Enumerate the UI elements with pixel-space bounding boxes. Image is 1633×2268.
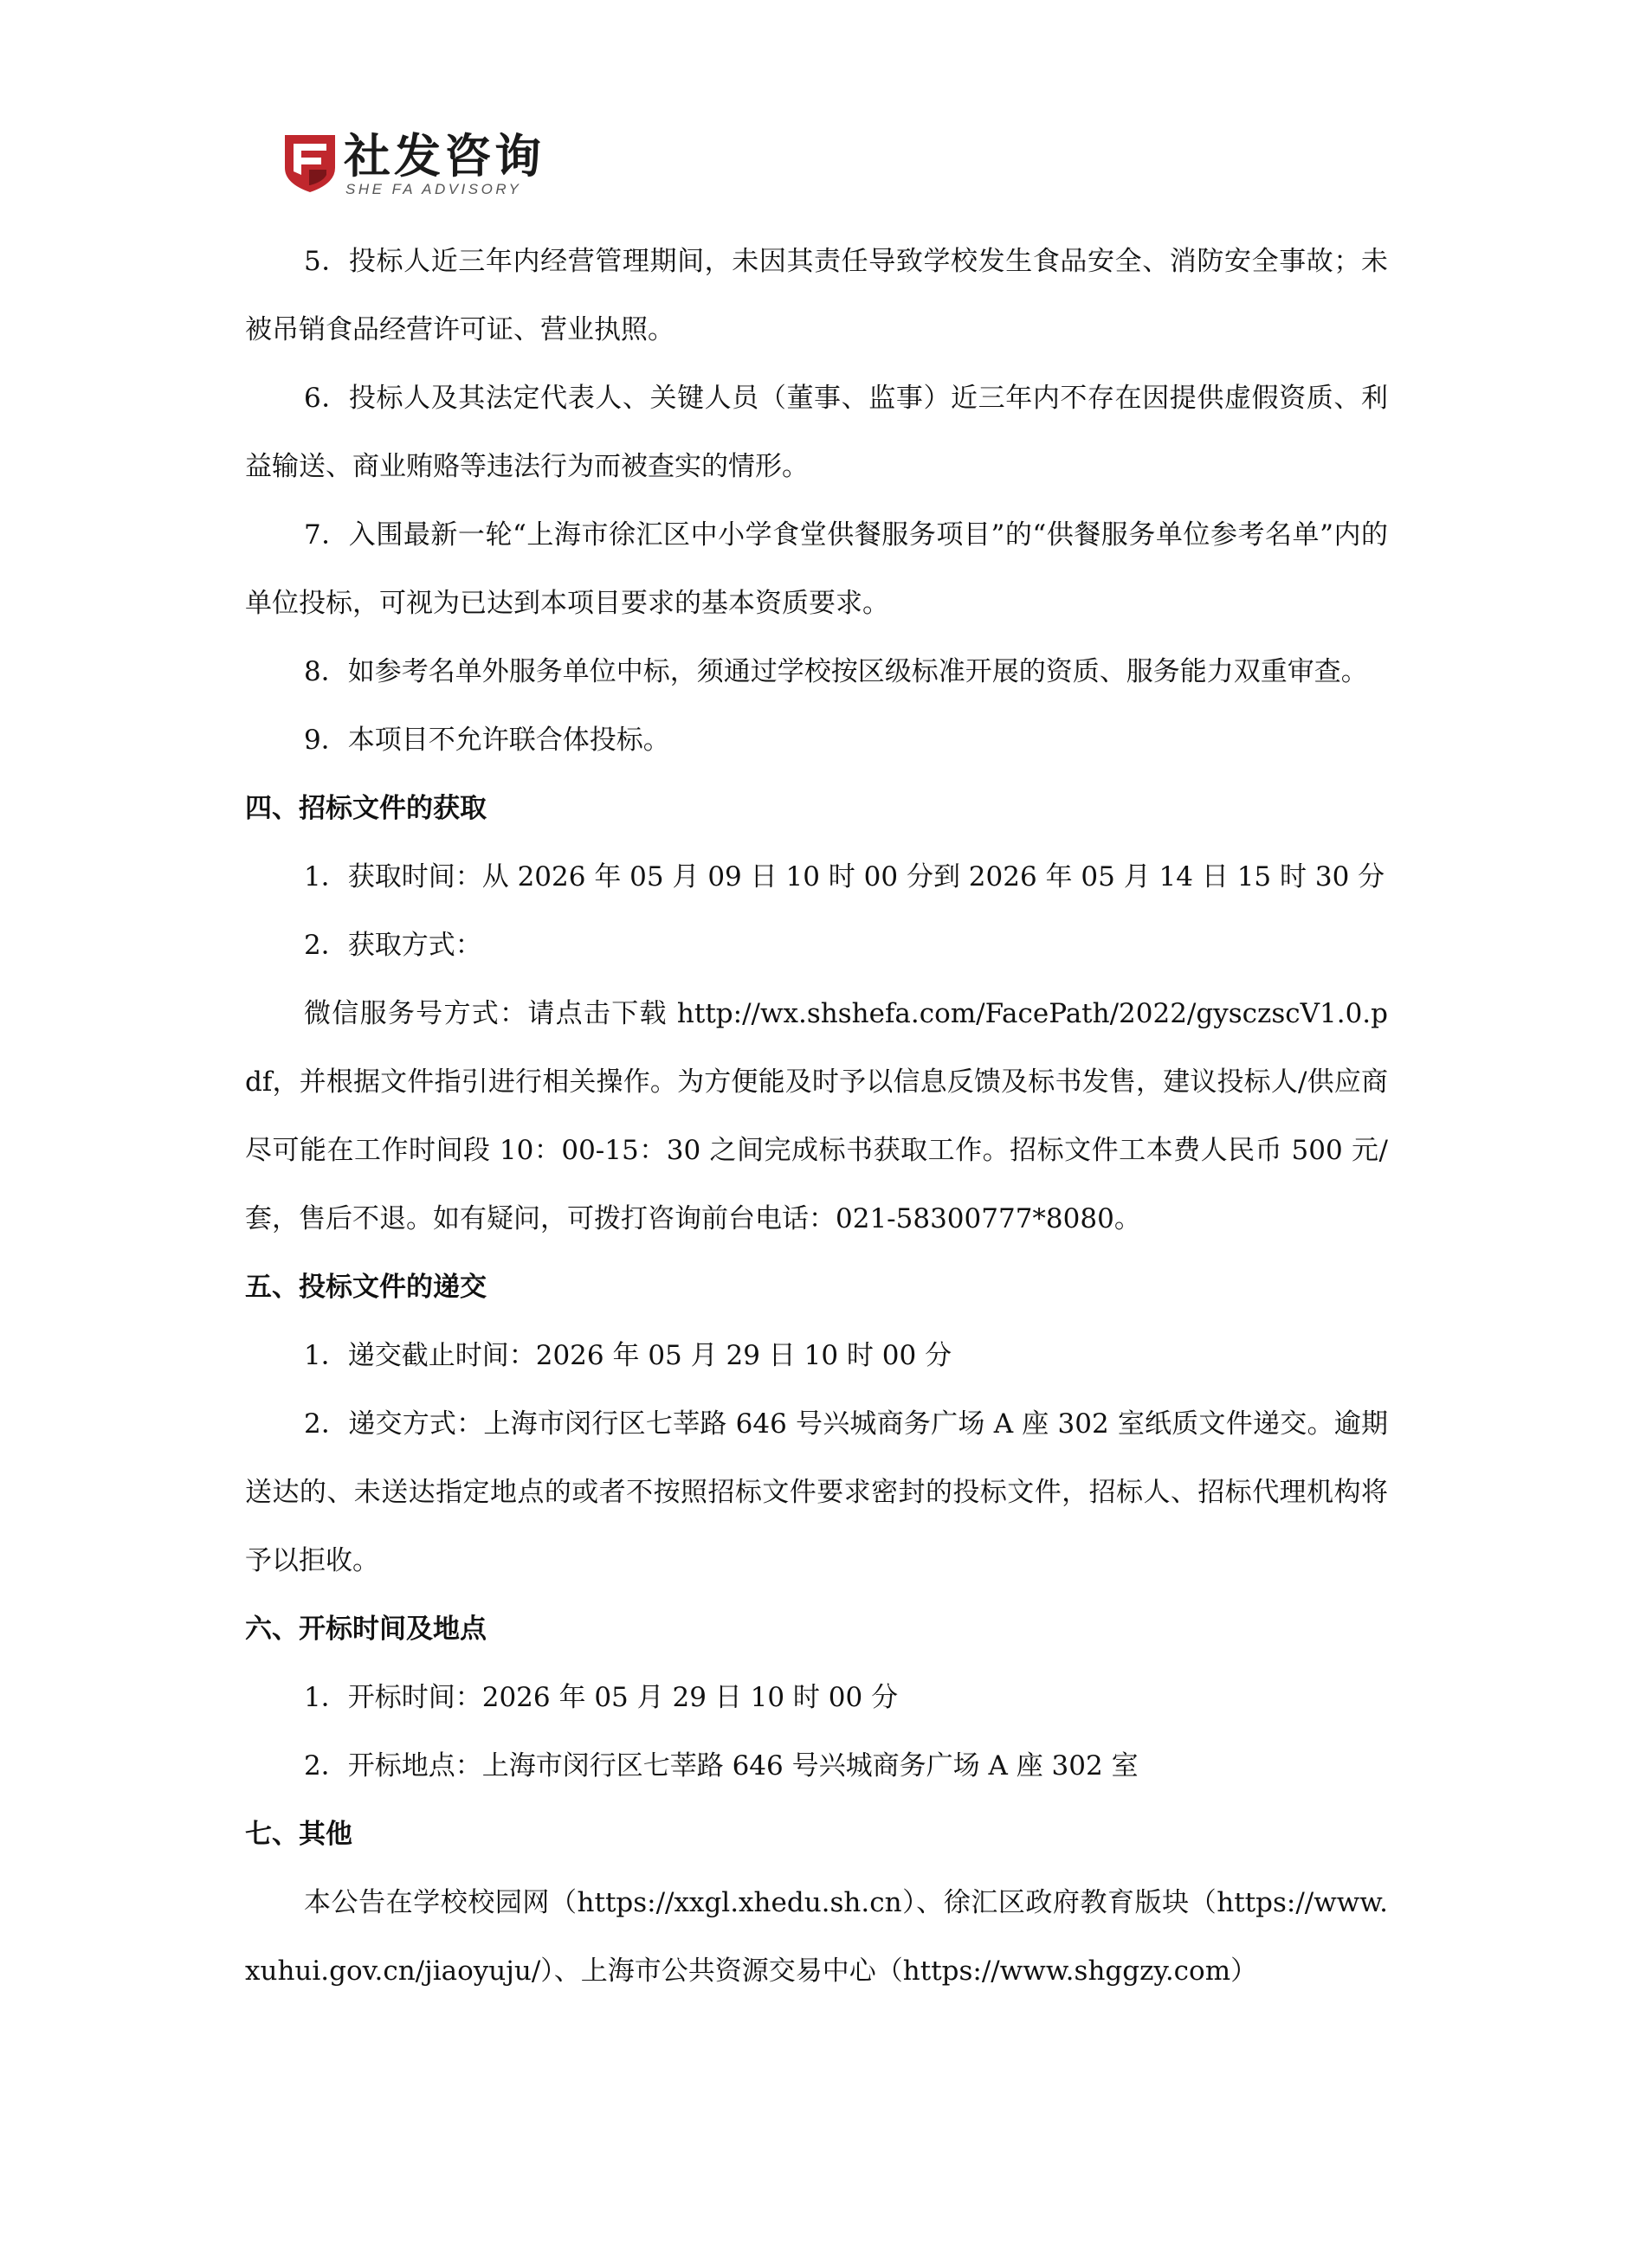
paragraph-obtain-method: 2．获取方式： bbox=[304, 930, 482, 961]
paragraph-requirement-8: 8．如参考名单外服务单位中标，须通过学校按区级标准开展的资质、服务能力双重审查。 bbox=[304, 656, 1368, 687]
paragraph-opening-location: 2．开标地点：上海市闵行区七莘路 646 号兴城商务广场 A 座 302 室 bbox=[304, 1750, 1139, 1782]
paragraph-requirement-9: 9．本项目不允许联合体投标。 bbox=[304, 725, 670, 756]
section-heading-7: 七、其他 bbox=[245, 1819, 352, 1850]
logo-english-name: SHE FA ADVISORY bbox=[345, 181, 522, 197]
company-logo bbox=[280, 130, 545, 203]
paragraph-requirement-5: 5．投标人近三年内经营管理期间，未因其责任导致学校发生食品安全、消防安全事故；未被吊销食品经营许可证、营业执照。 bbox=[245, 246, 1388, 345]
paragraph-opening-time: 1．开标时间：2026 年 05 月 29 日 10 时 00 分 bbox=[304, 1682, 899, 1713]
section-heading-5: 五、投标文件的递交 bbox=[245, 1272, 487, 1303]
logo-chinese-name: 社发咨询 bbox=[344, 129, 545, 184]
shield-logo-icon bbox=[280, 130, 340, 196]
paragraph-other-notice: 本公告在学校校园网（https://xxgl.xhedu.sh.cn）、徐汇区政府教育版块（https://www.xuhui.gov.cn/jiaoyuju/）、上海市公共资源交易中心（https://www.shggzy.com） bbox=[245, 1887, 1388, 1987]
section-heading-6: 六、开标时间及地点 bbox=[245, 1614, 487, 1645]
paragraph-obtain-time: 1．获取时间：从 2026 年 05 月 09 日 10 时 00 分到 2026 年 05 月 14 日 15 时 30 分 bbox=[304, 861, 1385, 892]
paragraph-wechat-method: 微信服务号方式：请点击下载 http://wx.shshefa.com/FacePath/2022/gysczscV1.0.pdf，并根据文件指引进行相关操作。为方便能及时予以信息反馈及标书发售，建议投标人/供应商尽可能在工作时间段 10：00-15：30 之间完成标书获取工作。招标文件工本费人民币 500 元/套，售后不退。如有疑问，可拨打咨询前台电话：021-58300777*8080。 bbox=[245, 998, 1388, 1234]
section-heading-4: 四、招标文件的获取 bbox=[245, 793, 487, 824]
paragraph-requirement-6: 6．投标人及其法定代表人、关键人员（董事、监事）近三年内不存在因提供虚假资质、利益输送、商业贿赂等违法行为而被查实的情形。 bbox=[245, 383, 1388, 482]
paragraph-submit-method: 2．递交方式：上海市闵行区七莘路 646 号兴城商务广场 A 座 302 室纸质文件递交。逾期送达的、未送达指定地点的或者不按照招标文件要求密封的投标文件，招标人、招标代理机构将予以拒收。 bbox=[245, 1408, 1388, 1576]
logo-text bbox=[344, 130, 545, 197]
document-body bbox=[245, 228, 1388, 2006]
paragraph-submit-deadline: 1．递交截止时间：2026 年 05 月 29 日 10 时 00 分 bbox=[304, 1340, 952, 1371]
paragraph-requirement-7: 7．入围最新一轮“上海市徐汇区中小学食堂供餐服务项目”的“供餐服务单位参考名单”内的单位投标，可视为已达到本项目要求的基本资质要求。 bbox=[245, 519, 1388, 619]
